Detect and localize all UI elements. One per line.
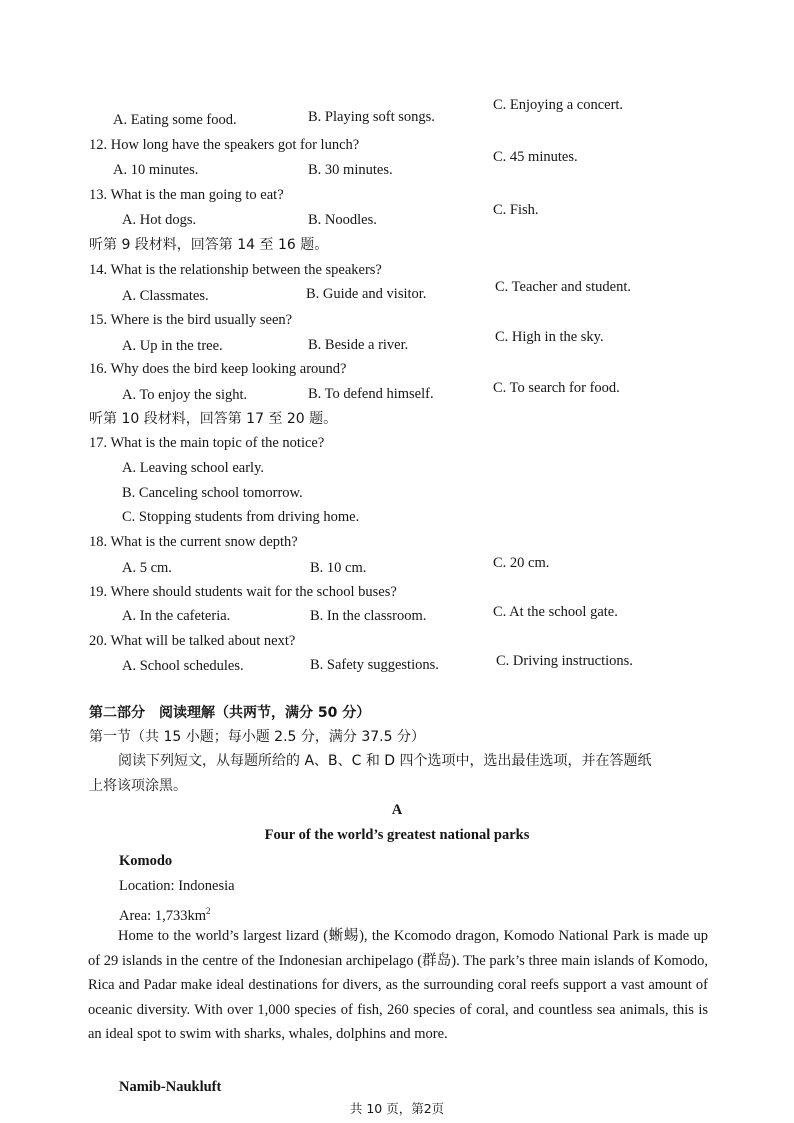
park-1-location: Location: Indonesia <box>119 878 235 894</box>
q15-option-b: B. Beside a river. <box>308 337 409 353</box>
q20-option-a: A. School schedules. <box>122 658 244 674</box>
q18-question: 18. What is the current snow depth? <box>89 534 298 550</box>
q19-option-a: A. In the cafeteria. <box>122 608 231 624</box>
q11-option-a: A. Eating some food. <box>113 112 237 128</box>
q19-option-c: C. At the school gate. <box>493 604 618 620</box>
q18-option-b: B. 10 cm. <box>310 560 367 576</box>
section-9-heading: 听第 9 段材料，回答第 14 至 16 题。 <box>89 237 329 253</box>
q13-question: 13. What is the man going to eat? <box>89 187 284 203</box>
q20-question: 20. What will be talked about next? <box>89 633 296 649</box>
q15-question: 15. Where is the bird usually seen? <box>89 312 293 328</box>
q20-option-c: C. Driving instructions. <box>496 653 633 669</box>
part-2-instructions-line-2: 上将该项涂黑。 <box>89 778 187 794</box>
q18-option-c: C. 20 cm. <box>493 555 550 571</box>
q17-option-c: C. Stopping students from driving home. <box>122 509 360 525</box>
q17-option-b: B. Canceling school tomorrow. <box>122 485 303 501</box>
q14-option-c: C. Teacher and student. <box>495 279 632 295</box>
park-1-description <box>88 924 708 1047</box>
park-1-name: Komodo <box>119 853 173 869</box>
passage-title: Four of the world’s greatest national parks <box>264 827 530 843</box>
park-1-area <box>119 902 210 925</box>
q18-option-a: A. 5 cm. <box>122 560 172 576</box>
q11-option-b: B. Playing soft songs. <box>308 109 435 125</box>
q12-question: 12. How long have the speakers got for lunch? <box>89 137 360 153</box>
q14-question: 14. What is the relationship between the speakers? <box>89 262 382 278</box>
q12-option-c: C. 45 minutes. <box>493 149 578 165</box>
q14-option-b: B. Guide and visitor. <box>306 286 427 302</box>
q17-question: 17. What is the main topic of the notice? <box>89 435 325 451</box>
q14-option-a: A. Classmates. <box>122 288 209 304</box>
park-1-area-text: Area: 1,733km <box>119 907 206 924</box>
q15-option-a: A. Up in the tree. <box>122 338 223 354</box>
park-1-area-superscript: 2 <box>205 906 211 916</box>
q16-option-b: B. To defend himself. <box>308 386 434 402</box>
section-10-heading: 听第 10 段材料，回答第 17 至 20 题。 <box>89 411 338 427</box>
q19-question: 19. Where should students wait for the school buses? <box>89 584 397 600</box>
q13-option-b: B. Noodles. <box>308 212 377 228</box>
q12-option-a: A. 10 minutes. <box>113 162 199 178</box>
q20-option-b: B. Safety suggestions. <box>310 657 439 673</box>
q16-question: 16. Why does the bird keep looking around? <box>89 361 347 377</box>
q12-option-b: B. 30 minutes. <box>308 162 393 178</box>
q13-option-a: A. Hot dogs. <box>122 212 197 228</box>
q16-option-a: A. To enjoy the sight. <box>122 387 248 403</box>
q16-option-c: C. To search for food. <box>493 380 620 396</box>
page-footer: 共 10 页，第2页 <box>349 1101 445 1116</box>
park-2-name: Namib-Naukluft <box>119 1079 222 1095</box>
part-2-instructions-line-1: 阅读下列短文，从每题所给的 A、B、C 和 D 四个选项中，选出最佳选项，并在答题纸 <box>118 753 652 769</box>
q17-option-a: A. Leaving school early. <box>122 460 264 476</box>
passage-letter: A <box>391 802 403 818</box>
q19-option-b: B. In the classroom. <box>310 608 427 624</box>
part-2-title: 第二部分 阅读理解（共两节，满分 50 分） <box>89 705 371 721</box>
part-2-section-1: 第一节（共 15 小题；每小题 2.5 分，满分 37.5 分） <box>89 729 425 745</box>
park-1-description-text: Home to the world’s largest lizard (蜥蜴), the Kcomodo dragon, Komodo National Park is made up of 29 islands in the centre of the Indonesian archipelago (群岛). The park’s three main islands of Komodo, Rica and Padar make ideal destinations for divers, as the surrounding coral reefs support a vast amount of oceanic diversity. With over 1,000 species of fish, 260 species of coral, and countless sea animals, this is an ideal spot to swim with sharks, whales, dolphins and more. <box>88 928 708 1042</box>
q13-option-c: C. Fish. <box>493 202 539 218</box>
q11-option-c: C. Enjoying a concert. <box>493 97 624 113</box>
q15-option-c: C. High in the sky. <box>495 329 604 345</box>
